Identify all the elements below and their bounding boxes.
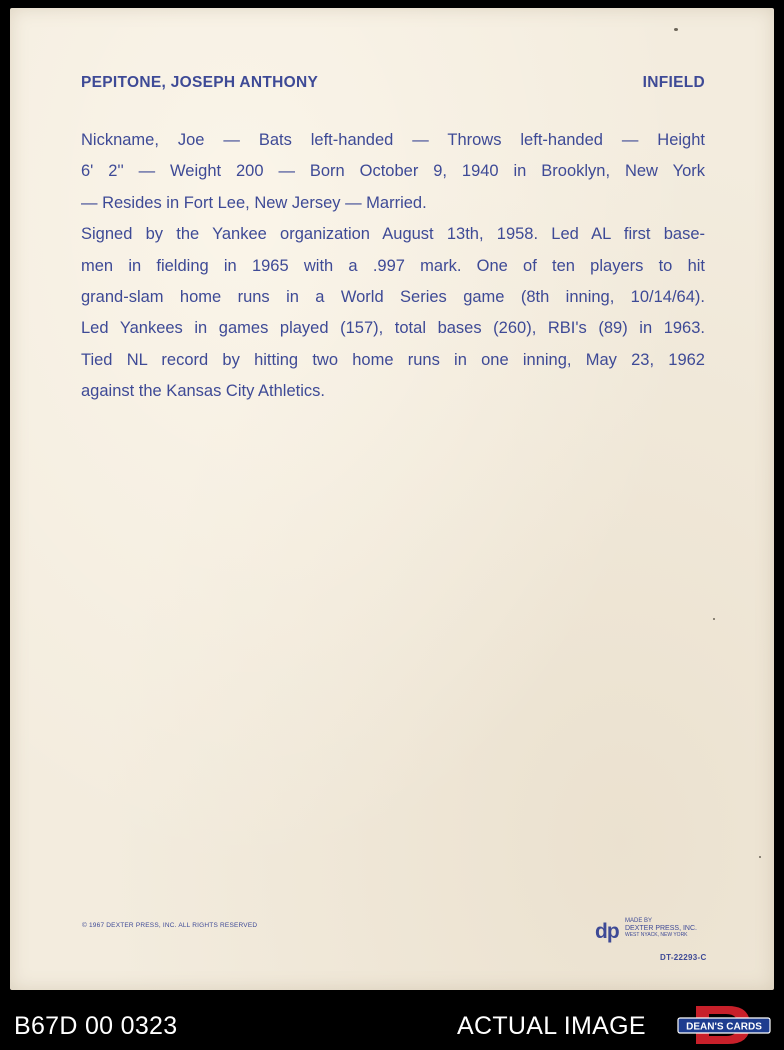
paper-speck	[674, 28, 678, 31]
bio-line: against the Kansas City Athletics.	[81, 382, 325, 401]
bio-line: 6' 2'' — Weight 200 — Born October 9, 1940 in Brooklyn, New York	[81, 162, 705, 181]
printer-credit-line: MADE BY	[625, 918, 653, 924]
player-name: PEPITONE, JOSEPH ANTHONY	[81, 74, 319, 91]
player-bio	[81, 125, 705, 408]
printer-credit-line: WEST NYACK, NEW YORK	[625, 932, 688, 939]
paper-speck	[713, 618, 715, 620]
printer-credit-line: DEXTER PRESS, INC.	[625, 925, 697, 933]
bio-line: Nickname, Joe — Bats left-handed — Throws left-handed — Height	[81, 131, 705, 149]
bio-line: men in fielding in 1965 with a .997 mark. One of ten players to hit	[81, 256, 705, 275]
printer-mark	[595, 914, 725, 964]
inventory-code: B67D 00 0323	[14, 1012, 178, 1040]
bio-line: Led Yankees in games played (157), total bases (260), RBI's (89) in 1963.	[81, 319, 705, 338]
card-code: DT-22293-C	[660, 953, 707, 962]
copyright-notice: © 1967 DEXTER PRESS, INC. ALL RIGHTS RESERVED	[82, 922, 258, 929]
bio-line: Tied NL record by hitting two home runs in one inning, May 23, 1962	[81, 350, 705, 369]
dexter-press-logo: dp	[595, 920, 619, 943]
bio-line: Signed by the Yankee organization August 13th, 1958. Led AL first base-	[81, 225, 705, 244]
actual-image-label: ACTUAL IMAGE	[457, 1012, 646, 1040]
listing-footer	[0, 1000, 784, 1050]
bio-line: grand-slam home runs in a World Series game (8th inning, 10/14/64).	[81, 288, 705, 307]
card-back	[10, 8, 774, 990]
deans-cards-logo	[676, 1002, 772, 1048]
player-position: INFIELD	[642, 74, 705, 91]
bio-line: — Resides in Fort Lee, New Jersey — Married.	[81, 193, 427, 212]
dealer-logo-text: DEAN'S CARDS	[686, 1021, 762, 1033]
paper-speck	[759, 856, 761, 858]
printer-credit	[625, 918, 697, 940]
